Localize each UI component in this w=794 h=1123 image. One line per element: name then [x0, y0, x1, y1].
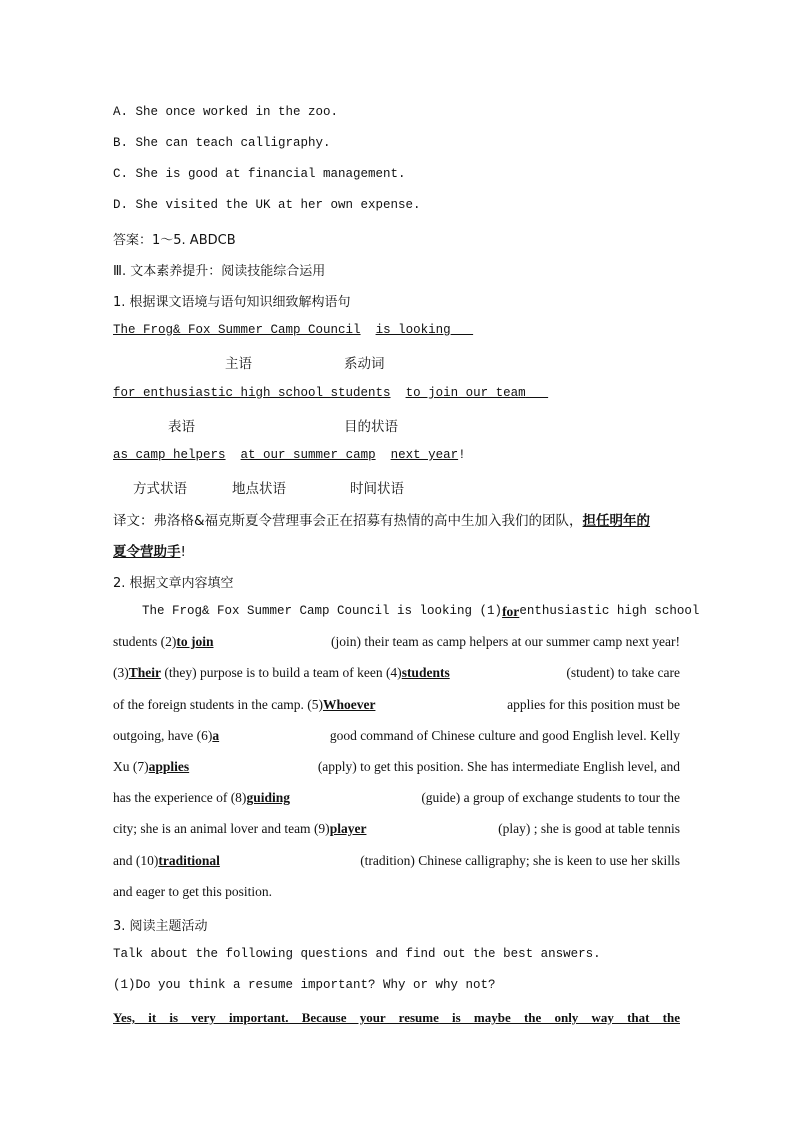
label-subject: 主语 — [225, 356, 252, 372]
answer-1-text: Yes, it is very important. Because your resume is maybe the only way that the — [113, 1010, 680, 1025]
answer-10: traditional — [158, 853, 220, 868]
passage-line6: Xu (7)applies (apply) to get this position. She has intermediate English level, and — [113, 759, 680, 774]
option-d: D. She visited the UK at her own expense. — [113, 198, 421, 212]
item3-title: 3. 阅读主题活动 — [113, 919, 208, 934]
passage-line7: has the experience of (8)guiding (guide) a group of exchange students to tour the — [113, 790, 680, 805]
option-c: C. She is good at financial management. — [113, 167, 406, 181]
analysis-row1 — [113, 323, 473, 337]
label-predicative: 表语 — [168, 419, 195, 435]
talk-line: Talk about the following questions and find out the best answers. — [113, 947, 601, 961]
question-1: (1)Do you think a resume important? Why or why not? — [113, 978, 496, 992]
analysis-row2 — [113, 386, 548, 400]
answer-4: students — [401, 665, 450, 680]
passage-line10: and eager to get this position. — [113, 884, 272, 899]
answer-2: to join — [176, 634, 214, 649]
item2-title: 2. 根据文章内容填空 — [113, 576, 234, 591]
purpose-phrase: to join our team — [405, 386, 526, 400]
answer-8: guiding — [246, 790, 290, 805]
subject-phrase: The Frog& Fox Summer Camp Council — [113, 323, 361, 337]
answer-1: for — [502, 604, 520, 619]
label-place: 地点状语 — [232, 481, 286, 497]
label-manner: 方式状语 — [133, 481, 187, 497]
predicative-phrase: for enthusiastic high school students — [113, 386, 391, 400]
label-time: 时间状语 — [350, 481, 404, 497]
passage-line3: (3)Their (they) purpose is to build a team of keen (4)students (student) to take care — [113, 665, 680, 680]
answer-7: applies — [148, 759, 190, 774]
translation-line1: 译文：弗洛格&福克斯夏令营理事会正在招募有热情的高中生加入我们的团队，担任明年的 — [113, 513, 651, 529]
section3-title: Ⅲ. 文本素养提升：阅读技能综合运用 — [113, 264, 326, 279]
place-phrase: at our summer camp — [240, 448, 376, 462]
item1-title: 1. 根据课文语境与语句知识细致解构语句 — [113, 295, 351, 310]
time-phrase: next year — [390, 448, 459, 462]
option-b: B. She can teach calligraphy. — [113, 136, 331, 150]
answer-3: Their — [128, 665, 161, 680]
verb-phrase: is looking — [375, 323, 451, 337]
passage-line8: city; she is an animal lover and team (9)player (play) ; she is good at table tennis — [113, 821, 680, 836]
passage-line9: and (10)traditional (tradition) Chinese calligraphy; she is keen to use her skills — [113, 853, 680, 868]
passage-line2: students (2)to join (join) their team as camp helpers at our summer camp next year! — [113, 634, 680, 649]
passage-line4: of the foreign students in the camp. (5)Whoever applies for this position must be — [113, 697, 680, 712]
analysis-row3: as camp helpers at our summer camp next year! — [113, 448, 466, 462]
manner-phrase: as camp helpers — [113, 448, 226, 462]
answer-9: player — [329, 821, 367, 836]
answer-line: 答案：1～5. ABDCB — [113, 233, 236, 248]
label-purpose: 目的状语 — [344, 419, 398, 435]
option-a: A. She once worked in the zoo. — [113, 105, 339, 119]
answer-6: a — [212, 728, 220, 743]
label-verb: 系动词 — [344, 356, 385, 372]
translation-line2: 夏令营助手! — [113, 544, 186, 560]
passage-line5: outgoing, have (6)a good command of Chinese culture and good English level. Kelly — [113, 728, 680, 743]
answer-5: Whoever — [322, 697, 376, 712]
passage-line1: The Frog& Fox Summer Camp Council is looking (1) for enthusiastic high school — [142, 604, 700, 619]
